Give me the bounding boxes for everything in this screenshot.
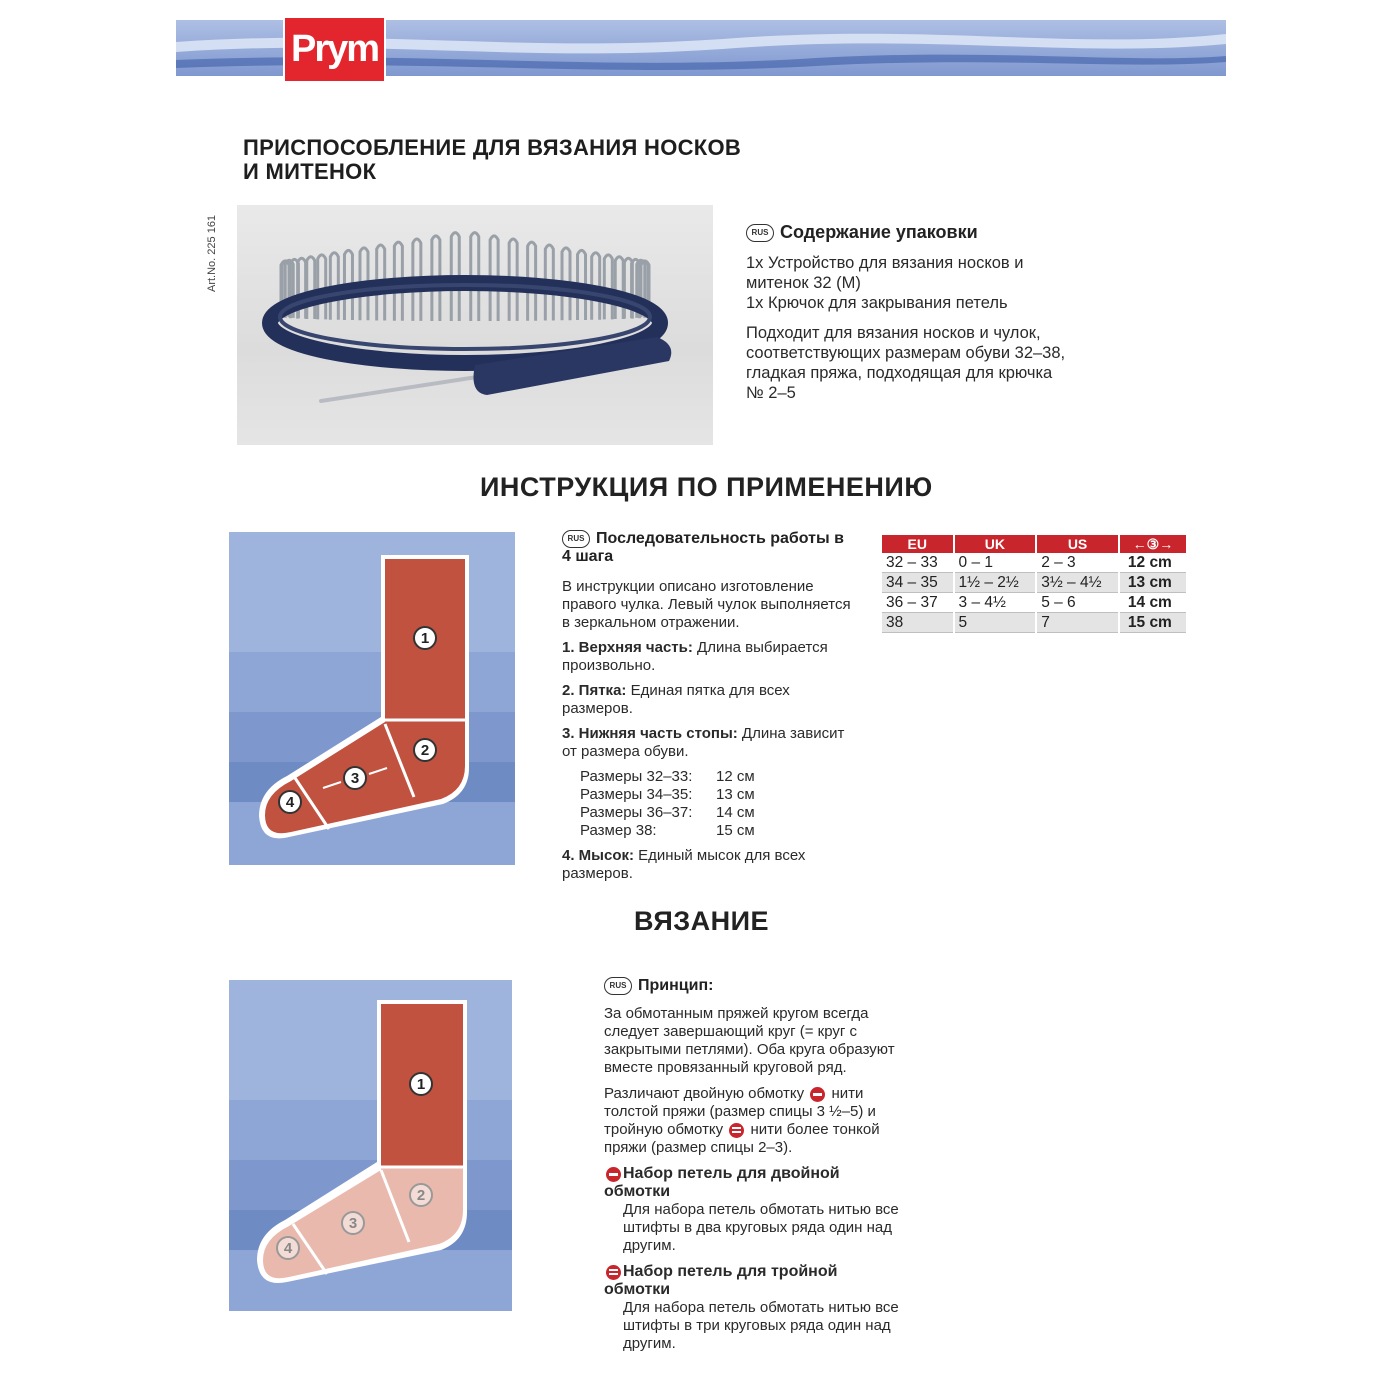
step-4: 4. Мысок: Единый мысок для всех размеров. <box>562 847 806 883</box>
sock-label: 2 <box>416 1187 426 1204</box>
loom-pin <box>307 257 315 319</box>
rus-badge: RUS <box>746 224 774 242</box>
col-uk: UK <box>955 535 1036 553</box>
principle-text: За обмотанным пряжей кругом всегда следует завершающий круг (= круг с закрытыми петлями). Оба круга образуют вместе провязанный круговой ряд. <box>604 1005 895 1077</box>
instructions-heading: ИНСТРУКЦИЯ ПО ПРИМЕНЕНИЮ <box>480 472 933 502</box>
sizes-list: Размеры 32–33: 12 см Размеры 34–35: 13 см Размеры 36–37: 14 см Размер 38: 15 см <box>580 768 755 840</box>
triple-wrap-section: Набор петель для тройной обмотки Для набора петель обмотать нитью все штифты в три круговых ряда один над другим. <box>604 1263 899 1353</box>
sock-label: 4 <box>285 794 295 811</box>
sock-label: 4 <box>283 1240 293 1257</box>
package-heading: RUS Содержание упаковки <box>746 222 1066 243</box>
sock-label: 3 <box>348 1215 358 1232</box>
principle-heading: RUS Принцип: <box>604 977 904 995</box>
sock-label: 2 <box>420 742 430 759</box>
size-table <box>880 535 1188 633</box>
double-wrap-icon <box>810 1087 825 1102</box>
wrap-types-text: Различают двойную обмотку нити толстой пряжи (размер спицы 3 ½–5) и тройную обмотку нити более тонкой пряжи (размер спицы 2–3). <box>604 1085 880 1157</box>
package-item: 1x Устройство для вязания носков и митенок 32 (M) <box>746 254 1024 292</box>
double-wrap-icon <box>606 1167 621 1182</box>
loom-pin <box>615 257 623 319</box>
table-row: 34 – 35 1½ – 2½ 3½ – 4½ 13 cm <box>882 573 1186 593</box>
table-row: 32 – 33 0 – 1 2 – 3 12 cm <box>882 553 1186 573</box>
col-us: US <box>1037 535 1118 553</box>
col-eu: EU <box>882 535 953 553</box>
step-1: 1. Верхняя часть: Длина выбирается произвольно. <box>562 639 828 675</box>
sock-diagram-knitting <box>229 980 512 1311</box>
product-photo <box>237 205 713 445</box>
triple-wrap-icon <box>729 1123 744 1138</box>
sock-label: 3 <box>350 770 360 787</box>
step-3: 3. Нижняя часть стопы: Длина зависит от размера обуви. <box>562 725 845 761</box>
sock-label: 1 <box>420 630 430 647</box>
product-title: ПРИСПОСОБЛЕНИЕ ДЛЯ ВЯЗАНИЯ НОСКОВ И МИТЕНОК <box>243 135 742 184</box>
step-2: 2. Пятка: Единая пятка для всех размеров. <box>562 682 790 718</box>
prym-logo: Prym <box>283 16 386 83</box>
sock-diagram-steps <box>229 532 515 865</box>
table-row: 38 5 7 15 cm <box>882 613 1186 633</box>
package-item: 1x Крючок для закрывания петель <box>746 294 1008 312</box>
package-description: Подходит для вязания носков и чулок, соответствующих размерам обуви 32–38, гладкая пряжа, подходящая для крючка № 2–5 <box>746 324 1066 402</box>
instructions-subheading: RUS Последовательность работы в 4 шага <box>562 530 844 566</box>
table-row: 36 – 37 3 – 4½ 5 – 6 14 cm <box>882 593 1186 613</box>
col-length: ←③→ <box>1120 535 1186 553</box>
triple-wrap-icon <box>606 1265 621 1280</box>
instructions-intro: В инструкции описано изготовление правого чулка. Левый чулок выполняется в зеркальном отражении. <box>562 578 851 632</box>
sock-label: 1 <box>416 1076 426 1093</box>
double-wrap-section: Набор петель для двойной обмотки Для набора петель обмотать нитью все штифты в два круговых ряда один над другим. <box>604 1165 899 1255</box>
knitting-heading: ВЯЗАНИЕ <box>634 906 770 936</box>
article-number: Art.No. 225 161 <box>206 214 218 292</box>
